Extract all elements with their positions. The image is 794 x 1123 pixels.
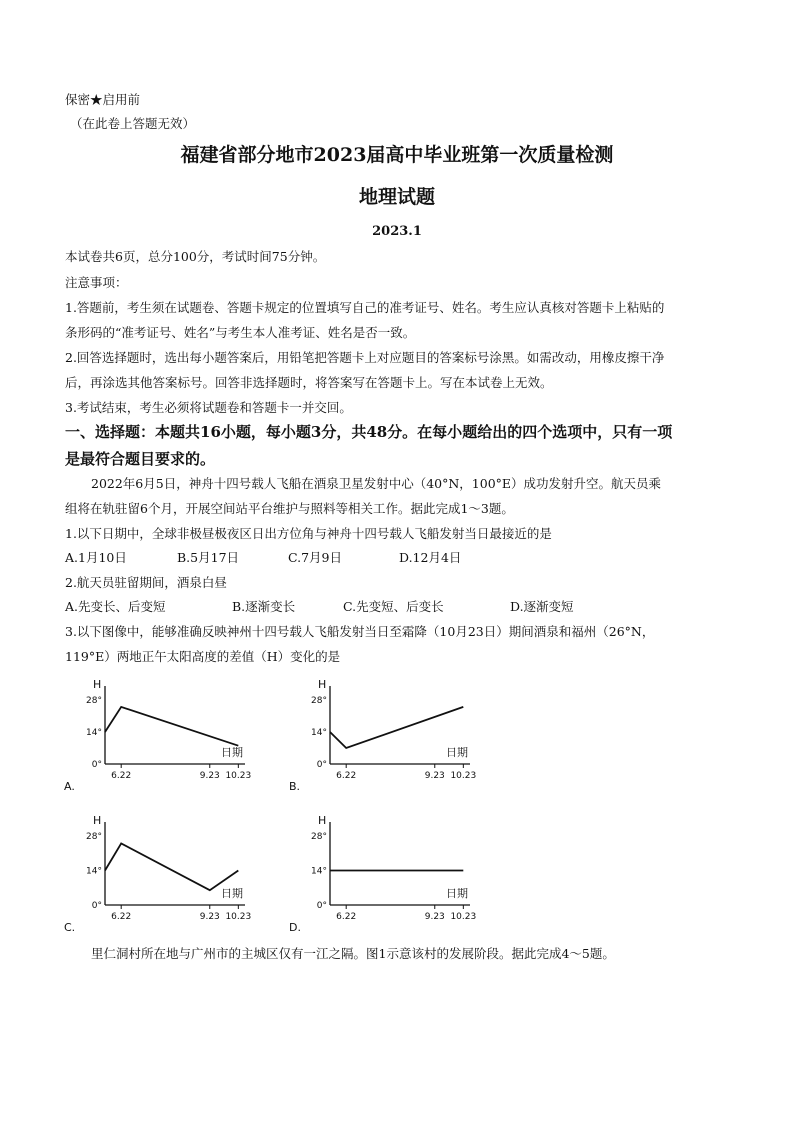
- chart-c: [60, 808, 260, 933]
- y-tick-label: 14°: [86, 728, 102, 738]
- y-tick-label: 0°: [91, 901, 102, 911]
- chart-svg: [285, 672, 485, 792]
- question-2-stem: 2.航天员驻留期间，酒泉白昼: [65, 575, 227, 590]
- y-tick-label: 14°: [311, 866, 327, 877]
- x-tick-label: 9.23: [199, 771, 220, 781]
- panel-label: D.: [289, 921, 301, 934]
- y-axis-label: H: [93, 678, 102, 691]
- notice-heading: 注意事项：: [65, 275, 128, 290]
- x-tick-label: 10.23: [450, 912, 477, 922]
- q1-option-b: B.5月17日: [177, 550, 240, 565]
- q1-option-d: D.12月4日: [399, 550, 462, 565]
- question-3-stem-line-2: 119°E）两地正午太阳高度的差值（H）变化的是: [65, 649, 341, 664]
- y-tick-label: 28°: [311, 696, 327, 706]
- y-axis-label: H: [318, 678, 327, 691]
- y-tick-label: 28°: [311, 832, 327, 842]
- y-axis-label: H: [93, 814, 102, 827]
- notice-3: 3.考试结束，考生必须将试题卷和答题卡一并交回。: [65, 400, 352, 415]
- chart-svg: [285, 808, 485, 933]
- notice-2-line-2: 后，再涂选其他答案标号。回答非选择题时，将答案写在答题卡上。写在本试卷上无效。: [65, 375, 553, 390]
- series-line: [105, 843, 238, 890]
- x-tick-label: 6.22: [336, 912, 357, 922]
- x-tick-label: 6.22: [111, 912, 132, 922]
- answer-invalid-note: （在此卷上答题无效）: [70, 116, 196, 131]
- panel-label: B.: [289, 780, 301, 793]
- x-axis-label: 日期: [221, 887, 243, 900]
- chart-b: [285, 672, 485, 792]
- y-tick-label: 28°: [86, 832, 102, 842]
- exam-title: 福建省部分地市2023届高中毕业班第一次质量检测: [180, 144, 614, 166]
- q1-option-a: A.1月10日: [65, 550, 127, 565]
- confidential-mark: 保密★启用前: [65, 92, 141, 107]
- q2-option-c: C.先变短、后变长: [343, 599, 444, 614]
- notice-1-line-1: 1.答题前，考生须在试题卷、答题卡规定的位置填写自己的准考证号、姓名。考生应认真核对答题卡上粘贴的: [65, 300, 665, 315]
- y-tick-label: 0°: [316, 901, 327, 911]
- x-tick-label: 9.23: [424, 912, 445, 922]
- passage-1-line-1: 2022年6月5日，神舟十四号载人飞船在酒泉卫星发射中心（40°N，100°E）成功发射升空。航天员乘: [91, 476, 662, 491]
- q2-option-d: D.逐渐变短: [510, 599, 574, 614]
- exam-date: 2023.1: [372, 224, 422, 239]
- chart-svg: [60, 808, 260, 933]
- y-tick-label: 0°: [91, 760, 102, 770]
- passage-2-line-1: 里仁洞村所在地与广州市的主城区仅有一江之隔。图1示意该村的发展阶段。据此完成4～5题。: [91, 946, 615, 961]
- series-line: [330, 707, 463, 748]
- x-axis-label: 日期: [221, 746, 243, 759]
- chart-svg: [60, 672, 260, 792]
- q2-option-b: B.逐渐变长: [232, 599, 296, 614]
- y-tick-label: 0°: [316, 760, 327, 770]
- x-tick-label: 10.23: [225, 771, 252, 781]
- x-tick-label: 9.23: [199, 912, 220, 922]
- y-tick-label: 14°: [311, 728, 327, 738]
- section-heading-line-1: 一、选择题：本题共16小题，每小题3分，共48分。在每小题给出的四个选项中，只有一项: [65, 423, 673, 441]
- question-3-stem-line-1: 3.以下图像中，能够准确反映神州十四号载人飞船发射当日至霜降（10月23日）期间酒泉和福州（26°N，: [65, 624, 655, 639]
- question-1-stem: 1.以下日期中，全球非极昼极夜区日出方位角与神舟十四号载人飞船发射当日最接近的是: [65, 526, 552, 541]
- section-heading-line-2: 是最符合题目要求的。: [65, 450, 216, 468]
- x-tick-label: 6.22: [111, 771, 132, 781]
- q2-option-a: A.先变长、后变短: [65, 599, 166, 614]
- exam-summary: 本试卷共6页，总分100分，考试时间75分钟。: [65, 249, 326, 264]
- x-axis-label: 日期: [446, 887, 468, 900]
- chart-a: [60, 672, 260, 792]
- series-line: [105, 707, 238, 746]
- x-tick-label: 6.22: [336, 771, 357, 781]
- notice-2-line-1: 2.回答选择题时，选出每小题答案后，用铅笔把答题卡上对应题目的答案标号涂黑。如需改动，用橡皮擦干净: [65, 350, 665, 365]
- x-tick-label: 10.23: [225, 912, 252, 922]
- y-tick-label: 14°: [86, 866, 102, 877]
- chart-d: [285, 808, 485, 933]
- x-tick-label: 9.23: [424, 771, 445, 781]
- y-axis-label: H: [318, 814, 327, 827]
- q1-option-c: C.7月9日: [288, 550, 342, 565]
- notice-1-line-2: 条形码的“准考证号、姓名”与考生本人准考证、姓名是否一致。: [65, 325, 416, 340]
- passage-1-line-2: 组将在轨驻留6个月，开展空间站平台维护与照料等相关工作。据此完成1～3题。: [65, 501, 514, 516]
- panel-label: C.: [64, 921, 76, 934]
- y-tick-label: 28°: [86, 696, 102, 706]
- x-tick-label: 10.23: [450, 771, 477, 781]
- panel-label: A.: [64, 780, 75, 793]
- subject-title: 地理试题: [358, 186, 435, 208]
- x-axis-label: 日期: [446, 746, 468, 759]
